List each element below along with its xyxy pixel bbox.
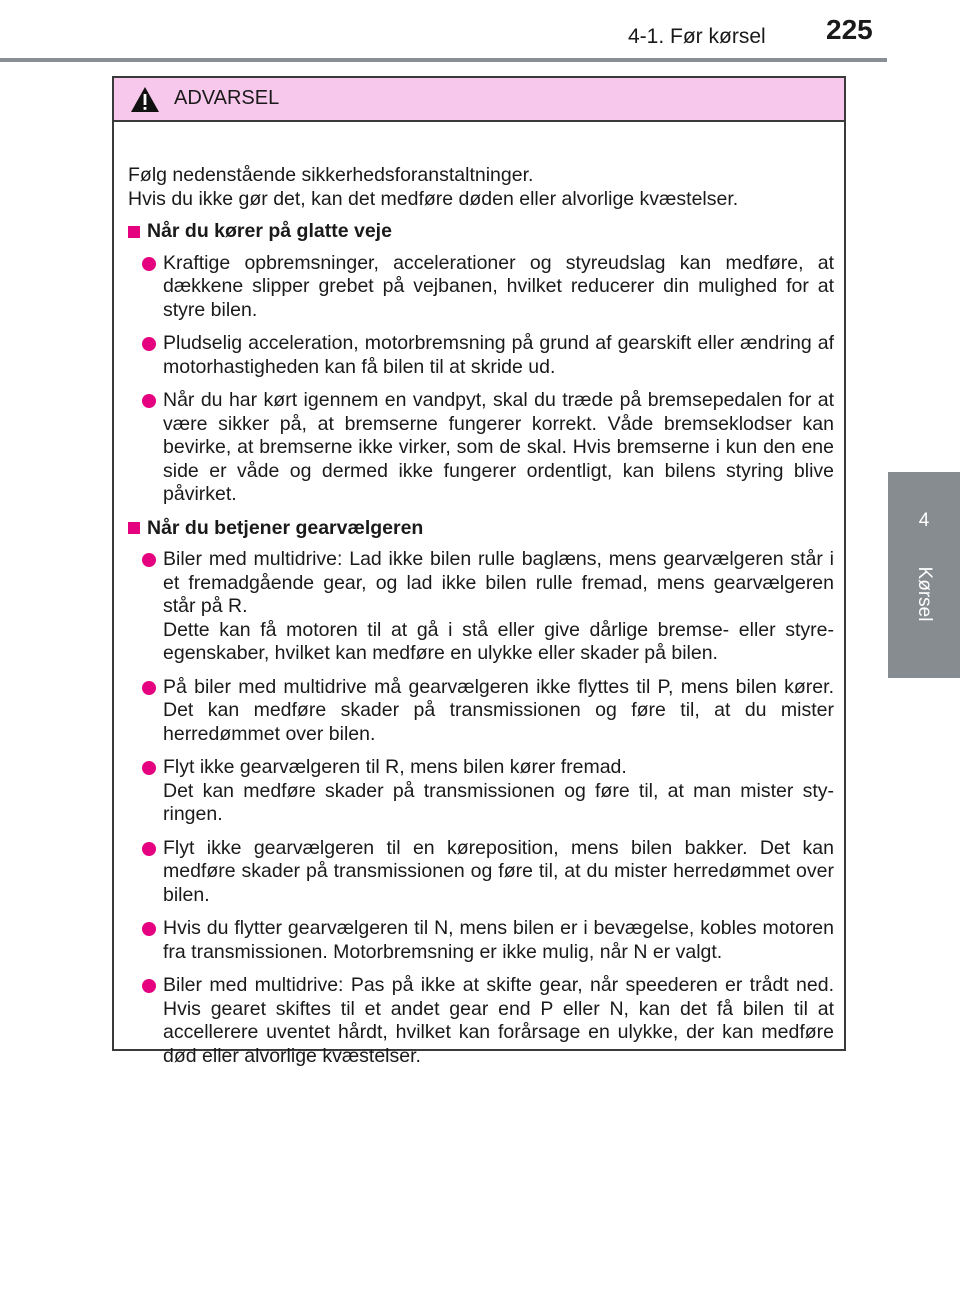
chapter-number: 4: [918, 510, 930, 531]
page-number: 225: [826, 14, 873, 45]
list-item: [128, 676, 834, 747]
warning-intro: [128, 164, 834, 211]
list-item-paragraph: Biler med multidrive: Pas på ikke at skifte gear, når speederen er trådt ned. Hvis gearet skiftes til et andet gear end P eller N, kan det få bilen til at accellerere uventet hårdt, hvilket kan forårsage en ulykke, der kan medføre død eller alvorlige kvæstelser.: [163, 974, 834, 1067]
list-item-text: [163, 332, 834, 379]
list-item-text: [163, 837, 834, 908]
round-bullet-icon: [142, 257, 156, 271]
warning-header: [114, 78, 844, 122]
list-item: [128, 389, 834, 507]
round-bullet-icon: [142, 842, 156, 856]
list-item-text: [163, 917, 834, 964]
section-heading: [128, 517, 834, 541]
chapter-label: Kørsel: [914, 566, 935, 622]
intro-line: Hvis du ikke gør det, kan det medføre døden eller alvorlige kvæstelser.: [128, 187, 739, 210]
list-item-text: [163, 676, 834, 747]
section-heading-text: Når du kører på glatte veje: [147, 220, 392, 242]
round-bullet-icon: [142, 979, 156, 993]
list-item-text: [163, 548, 834, 666]
warning-sections: [128, 220, 834, 1068]
round-bullet-icon: [142, 681, 156, 695]
list-item: [128, 837, 834, 908]
list-item-paragraph: Pludselig acceleration, motorbremsning på grund af gearskift eller ændring af motorhastigheden kan få bilen til at skride ud.: [163, 332, 834, 378]
list-item-paragraph: Kraftige opbremsninger, accelerationer og styreudslag kan medføre, at dækkene slipper grebet på vejbanen, hvilket reducerer din mulighed for at styre bilen.: [163, 251, 834, 321]
round-bullet-icon: [142, 553, 156, 567]
list-item-paragraph: Dette kan få motoren til at gå i stå eller give dårlige bremse- eller styreegenskaber, hvilket kan medføre en ulykke eller skader på bilen.: [163, 618, 834, 664]
list-item-paragraph: Hvis du flytter gearvælgeren til N, mens bilen er i bevægelse, kobles motoren fra transmissionen. Motorbremsning er ikke mulig, når N er valgt.: [163, 917, 834, 963]
list-item-paragraph: Når du har kørt igennem en vandpyt, skal du træde på bremsepedalen for at være sikker på, at bremserne fungerer korrekt. Våde bremseklodser kan bevirke, at bremserne ikke virker, som de skal. Hvis bremserne i kun den ene side er våde og dermed ikke fungerer ordentligt, kan bilens styring blive påvirket.: [163, 389, 834, 505]
list-item: [128, 756, 834, 827]
list-item-paragraph: Flyt ikke gearvælgeren til en køreposition, mens bilen bakker. Det kan medføre skader på transmissionen og føre til, at du mister herredømmet over bilen.: [163, 836, 834, 906]
header-rule: [0, 58, 887, 62]
list-item-paragraph: Biler med multidrive: Lad ikke bilen rulle baglæns, mens gearvælgeren står i et fremadgående gear, og lad ikke bilen rulle fremad, mens gearvælgeren står på R.: [163, 548, 834, 617]
list-item: [128, 917, 834, 964]
round-bullet-icon: [142, 394, 156, 408]
warning-box: [112, 76, 846, 1067]
list-item: [128, 332, 834, 379]
warning-triangle-icon: [130, 86, 160, 113]
warning-body: [114, 122, 844, 1068]
list-item-paragraph: På biler med multidrive må gearvælgeren ikke flyttes til P, mens bilen kører. Det kan medføre skader på transmissionen og føre til, at du mister herredømmet over bilen.: [163, 675, 834, 745]
list-item: [128, 548, 834, 666]
section-title: 4-1. Før kørsel: [628, 25, 766, 48]
square-bullet-icon: [128, 522, 140, 534]
round-bullet-icon: [142, 337, 156, 351]
list-item-paragraph: Det kan medføre skader på transmissionen og føre til, at man mister styringen.: [163, 779, 834, 825]
chapter-label-wrap: [906, 564, 942, 624]
section-heading: [128, 220, 834, 244]
intro-line: Følg nedenstående sikkerhedsforanstaltninger.: [128, 164, 534, 186]
chapter-side-tab[interactable]: [888, 472, 960, 678]
list-item-text: [163, 756, 834, 827]
section-heading-text: Når du betjener gearvælgeren: [147, 516, 424, 539]
list-item-text: [163, 252, 834, 323]
square-bullet-icon: [128, 226, 140, 238]
list-item-text: [163, 974, 834, 1068]
list-item-text: [163, 389, 834, 507]
round-bullet-icon: [142, 922, 156, 936]
list-item: [128, 974, 834, 1068]
list-item: [128, 252, 834, 323]
list-item-paragraph: Flyt ikke gearvælgeren til R, mens bilen kører fremad.: [163, 756, 627, 778]
round-bullet-icon: [142, 761, 156, 775]
warning-title: ADVARSEL: [174, 87, 280, 109]
